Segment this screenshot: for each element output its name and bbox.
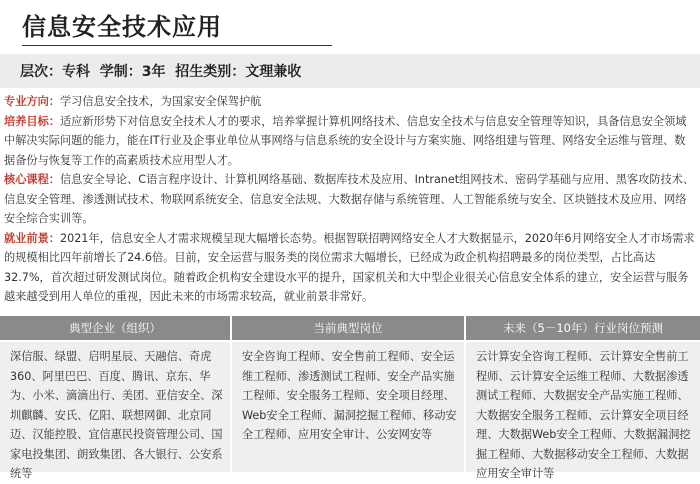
header-typical-companies: 典型企业（组织） — [0, 316, 230, 340]
prospects-label: 就业前景： — [4, 231, 60, 245]
page-title: 信息安全技术应用 — [22, 13, 222, 41]
direction-text: 学习信息安全技术，为国家安全保驾护航 — [59, 95, 262, 108]
duration-label: 学制： — [99, 64, 142, 80]
goal-paragraph — [4, 112, 696, 171]
goal-text: 适应新形势下对信息安全技术人才的要求，培养掌握计算机网络技术、信息安全技术与信息安全管理等知识，具备信息安全领域中解决实际问题的能力，能在IT行业及企事业单位从事网络与信息系统的安全设计与方案实施、网络组建与管理、网络安全运维与管理、数据备份与恢复等工作的高素质技术应用型人才。 — [4, 114, 687, 167]
direction-paragraph — [4, 92, 696, 112]
header-current-positions: 当前典型岗位 — [232, 316, 464, 340]
cell-future-positions: 云计算安全咨询工程师、云计算安全售前工程师、云计算安全运维工程师、大数据渗透测试工程师、大数据安全产品实施工程师、大数据安全服务工程师、云计算安全项目经理、大数据Web安全工程师、大数据漏洞挖掘工程师、大数据移动安全工程师、大数据应用安全审计等 — [466, 342, 700, 472]
meta-bar — [0, 54, 700, 88]
cell-current-positions: 安全咨询工程师、安全售前工程师、安全运维工程师、渗透测试工程师、安全产品实施工程师、安全服务工程师、安全项目经理、Web安全工程师、漏洞挖掘工程师、移动安全工程师、应用安全审计、公安网安等 — [232, 342, 464, 472]
meta-spacer — [90, 63, 100, 79]
cell-typical-companies: 深信服、绿盟、启明星辰、天融信、奇虎360、阿里巴巴、百度、腾讯、京东、华为、小米、滴滴出行、美团、亚信安全、深圳麒麟、安氏、亿阳、联想网御、北京同迈、汉能控股、宜信惠民投资管理公司、国家电投集团、朗致集团、各大银行、公安系统等 — [0, 342, 230, 472]
level-value: 专科 — [62, 64, 90, 80]
category-label: 招生类别： — [175, 64, 246, 80]
level-label: 层次： — [20, 64, 62, 80]
courses-label: 核心课程： — [4, 173, 60, 186]
prospects-text: 2021年，信息安全人才需求规模呈现大幅增长态势。根据智联招聘网络安全人才大数据显示，2020年6月网络安全人才市场需求的规模相比四年前增长了24.6倍。目前，安全运营与服务类的岗位需求大幅增长，已经成为政企机构招聘最多的岗位类型，占比高达32.7%，首次超过研发测试岗位。随着政企机构安全建设水平的提升，国家机关和大中型企业很关心信息安全体系的建立，安全运营与服务越来越受到用人单位的重视，因此未来的市场需求较高，就业前景非常好。 — [4, 231, 695, 303]
meta-spacer — [166, 63, 176, 79]
prospects-paragraph — [4, 229, 696, 307]
title-block — [22, 10, 332, 46]
table-header-row — [0, 316, 700, 340]
goal-label: 培养目标： — [4, 114, 60, 128]
header-future-positions: 未来（5－10年）行业岗位预测 — [466, 316, 700, 340]
duration-value: 3年 — [141, 64, 166, 80]
category-value: 文理兼收 — [245, 64, 302, 80]
direction-label: 专业方向： — [4, 95, 60, 108]
program-description — [4, 92, 696, 307]
table-body-row — [0, 342, 700, 480]
career-table — [0, 316, 700, 480]
courses-paragraph — [4, 170, 696, 229]
courses-text: 信息安全导论、C语言程序设计、计算机网络基础、数据库技术及应用、Intranet组网技术、密码学基础与应用、黑客攻防技术、信息安全管理、渗透测试技术、物联网系统安全、信息安全法规、大数据存储与系统管理、人工智能系统与安全、区块链技术及应用、网络安全综合实训等。 — [4, 173, 695, 225]
